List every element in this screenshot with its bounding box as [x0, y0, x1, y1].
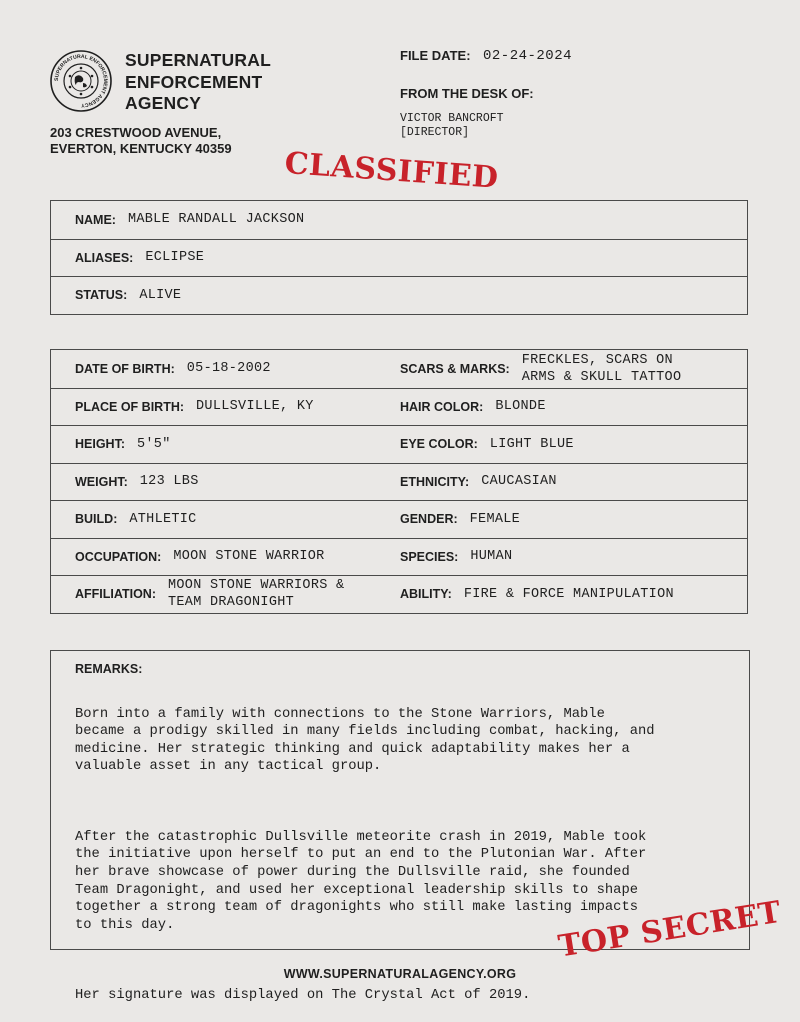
address-line: 203 CRESTWOOD AVENUE,	[50, 125, 222, 140]
field-value: DULLSVILLE, KY	[196, 399, 314, 415]
details-row	[51, 463, 747, 501]
file-date-label: FILE DATE:	[400, 48, 471, 63]
field-value: ALIVE	[139, 287, 182, 303]
field-value: FEMALE	[469, 511, 521, 527]
details-row	[51, 350, 747, 388]
desk-name	[400, 112, 504, 140]
details-table	[50, 349, 748, 614]
file-date-value: 02-24-2024	[483, 48, 573, 64]
field-label: OCCUPATION:	[75, 549, 162, 564]
field-value: LIGHT BLUE	[489, 436, 574, 452]
details-row	[51, 425, 747, 463]
field-label: SPECIES:	[400, 549, 459, 564]
field-value: MOON STONE WARRIORS & TEAM DRAGONIGHT	[168, 578, 345, 611]
top-secret-stamp: TOP SECRET	[556, 894, 784, 965]
field-label: ABILITY:	[400, 587, 452, 602]
remarks-body: Born into a family with connections to the Stone Warriors, Mable became a prodigy skilled in many fields including combat, hacking, and medicine. Her strategic thinking and quick adaptability makes her a valuable asset in any tactical group. After the catastrophic Dullsville meteorite crash in 2019, Mable took the initiative upon herself to put an end to the Plutonian War. After her brave showcase of power during the Dullsville raid, she founded Team Dragonight, and used her exceptional leadership skills to shape together a strong team of dragonights who still make lasting impacts to this day. Her signature was displayed on The Crystal Act of 2019.	[75, 706, 655, 1004]
identity-row-status	[51, 276, 747, 314]
field-value: MABLE RANDALL JACKSON	[127, 212, 305, 228]
identity-row-name	[51, 201, 747, 239]
identity-table	[50, 200, 748, 315]
field-value: ECLIPSE	[145, 250, 205, 266]
details-row	[51, 538, 747, 576]
desk-label: FROM THE DESK OF:	[400, 86, 534, 101]
field-value: FIRE & FORCE MANIPULATION	[463, 586, 674, 602]
field-label: GENDER:	[400, 512, 458, 527]
details-row	[51, 500, 747, 538]
seal-text: SUPERNATURAL ENFORCEMENT AGENCY	[53, 53, 109, 109]
field-label: NAME:	[75, 212, 116, 227]
identity-row-aliases	[51, 239, 747, 277]
field-value: 05-18-2002	[186, 361, 271, 377]
field-value: HUMAN	[470, 549, 513, 565]
field-label: HAIR COLOR:	[400, 399, 484, 414]
field-label: AFFILIATION:	[75, 587, 156, 602]
address-line: EVERTON, KENTUCKY 40359	[50, 141, 232, 156]
desk-name-line: [DIRECTOR]	[400, 126, 470, 139]
field-label: EYE COLOR:	[400, 437, 478, 452]
field-label: BUILD:	[75, 512, 118, 527]
field-value: ATHLETIC	[129, 511, 197, 527]
field-label: WEIGHT:	[75, 474, 128, 489]
details-row	[51, 575, 747, 613]
field-label: SCARS & MARKS:	[400, 361, 510, 376]
field-label: DATE OF BIRTH:	[75, 361, 175, 376]
agency-name-line: SUPERNATURAL	[125, 50, 271, 70]
field-label: ETHNICITY:	[400, 474, 470, 489]
agency-name-line: ENFORCEMENT	[125, 71, 263, 92]
field-value: 123 LBS	[139, 474, 199, 490]
field-value: MOON STONE WARRIOR	[173, 549, 325, 565]
classified-stamp: CLASSIFIED	[283, 146, 500, 196]
field-value: BLONDE	[495, 399, 546, 415]
agency-seal-logo	[50, 50, 112, 112]
field-label: STATUS:	[75, 288, 128, 303]
agency-name-line: AGENCY	[125, 93, 202, 113]
footer-website: WWW.SUPERNATURALAGENCY.ORG	[283, 967, 517, 981]
field-label: ALIASES:	[75, 250, 134, 265]
field-label: HEIGHT:	[75, 437, 125, 452]
agency-name	[125, 50, 271, 115]
remarks-title: REMARKS:	[75, 662, 143, 676]
desk-name-line: VICTOR BANCROFT	[400, 112, 504, 125]
agency-address	[50, 125, 232, 157]
field-value: CAUCASIAN	[481, 474, 557, 490]
field-value: 5'5"	[137, 436, 171, 452]
field-value: FRECKLES, SCARS ON ARMS & SKULL TATTOO	[521, 352, 682, 385]
field-label: PLACE OF BIRTH:	[75, 399, 185, 414]
details-row	[51, 388, 747, 426]
